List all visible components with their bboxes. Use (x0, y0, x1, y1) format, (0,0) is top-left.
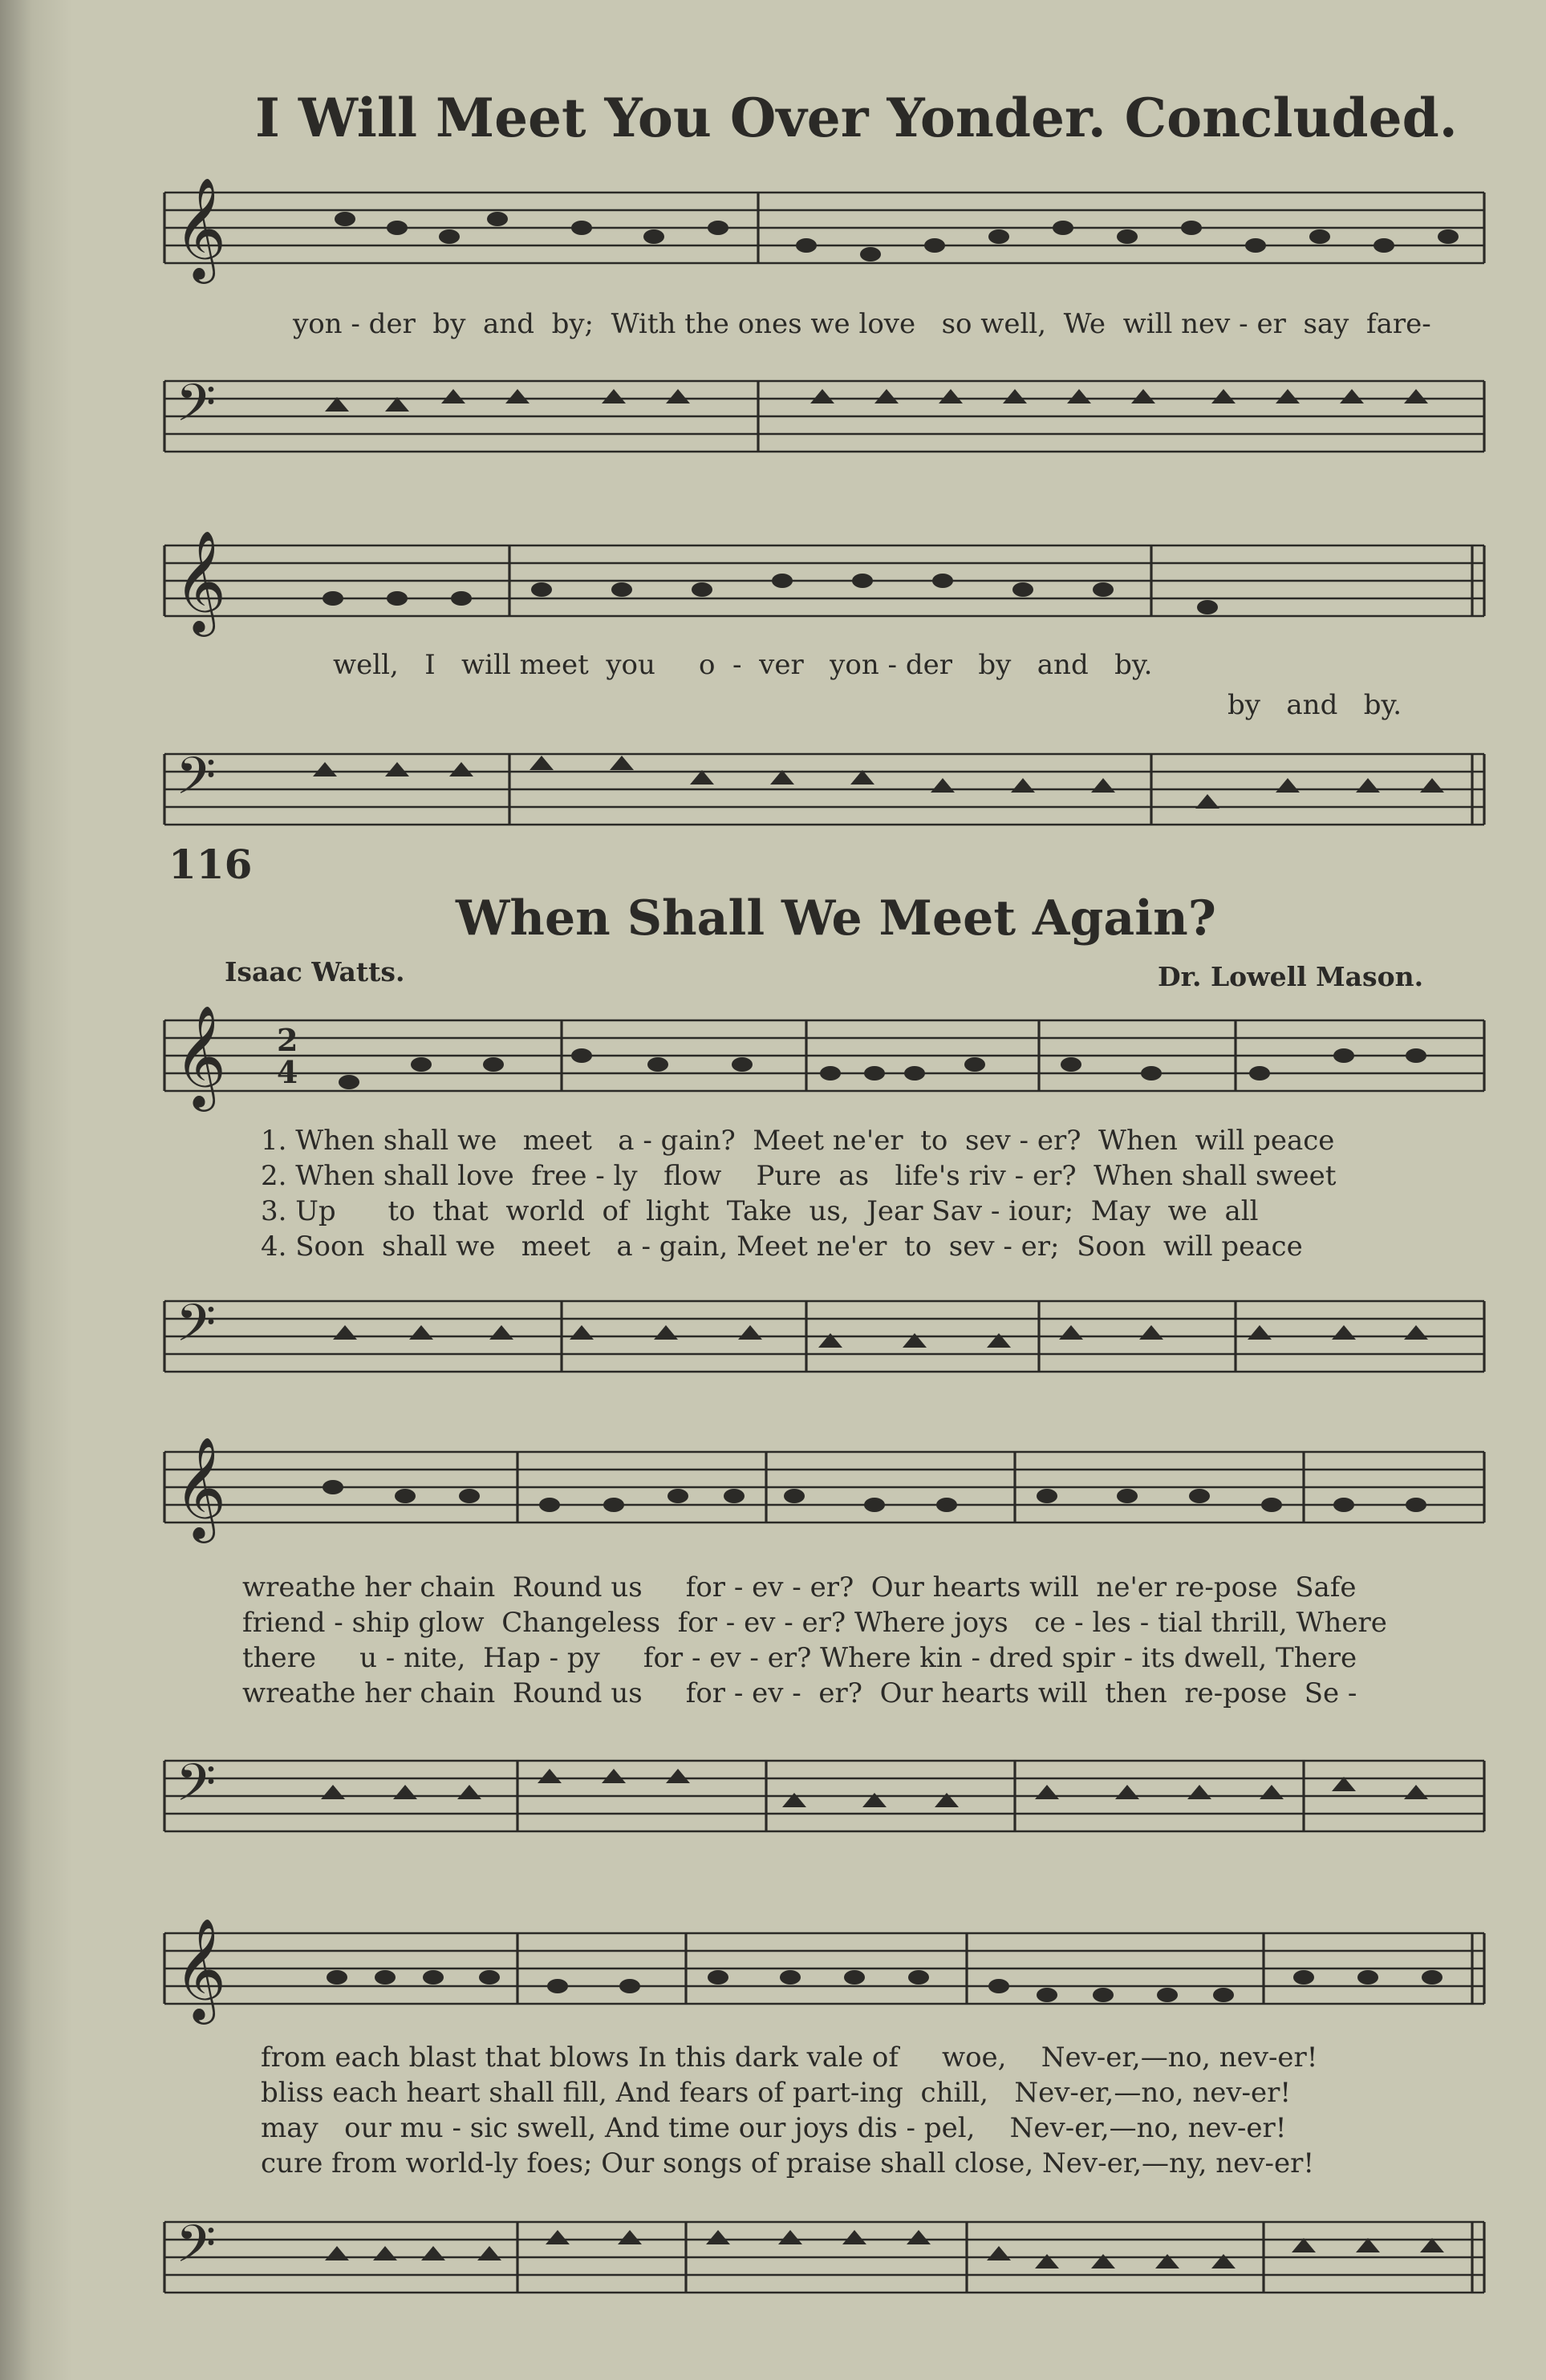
bass-clef-icon: 𝄢 (176, 1754, 217, 1826)
note-heads (321, 1769, 1428, 1807)
note-heads (325, 389, 1428, 412)
note-heads (325, 2230, 1444, 2269)
verse-line: there u - nite, Hap - py for - ev - er? Where kin - dred spir - its dwell, There (242, 1642, 1357, 1674)
treble-clef-icon: 𝄞 (174, 529, 227, 632)
treble-clef-icon: 𝄞 (174, 1917, 227, 2020)
bass-clef-icon: 𝄢 (176, 747, 217, 819)
verse-line: cure from world-ly foes; Our songs of praise shall close, Nev-er,—ny, nev-er! (261, 2147, 1314, 2179)
song1-lyrics-line3: by and by. (1227, 689, 1402, 721)
verse-line: 2. When shall love free - ly flow Pure as life's riv - er? When shall sweet (261, 1160, 1337, 1192)
book-gutter (0, 0, 72, 2380)
song1-system2-treble-staff (164, 529, 1484, 634)
verse-line: 4. Soon shall we meet a - gain, Meet ne'er to sev - er; Soon will peace (261, 1231, 1303, 1263)
verse-line: 1. When shall we meet a - gain? Meet ne'er to sev - er? When will peace (261, 1125, 1335, 1157)
note-heads (323, 1480, 1426, 1512)
song2-system3-treble-staff (164, 1917, 1484, 2021)
song2-words-by: Isaac Watts. (225, 956, 405, 987)
song2-music-by: Dr. Lowell Mason. (1158, 961, 1424, 992)
page-number: 116 (168, 841, 253, 888)
verse-line: may our mu - sic swell, And time our joys dis - pel, Nev-er,—no, nev-er! (261, 2112, 1287, 2144)
verse-line: 3. Up to that world of light Take us, Jear Sav - iour; May we all (261, 1195, 1259, 1227)
verse-line: from each blast that blows In this dark vale of woe, Nev-er,—no, nev-er! (261, 2041, 1318, 2074)
verse-line: bliss each heart shall fill, And fears of part-ing chill, Nev-er,—no, nev-er! (261, 2077, 1292, 2109)
time-signature-top: 2 (277, 1022, 298, 1058)
bass-clef-icon: 𝄢 (176, 1294, 217, 1366)
bass-clef-icon: 𝄢 (176, 2215, 217, 2287)
treble-clef-icon: 𝄞 (174, 1436, 227, 1539)
verse-line: wreathe her chain Round us for - ev - er? Our hearts will ne'er re-pose Safe (242, 1571, 1357, 1604)
treble-clef-icon: 𝄞 (174, 1004, 227, 1107)
note-heads (335, 212, 1459, 262)
verse-line: wreathe her chain Round us for - ev - er? Our hearts will then re-pose Se - (242, 1677, 1357, 1709)
song2-title: When Shall We Meet Again? (456, 890, 1216, 947)
note-heads (323, 574, 1218, 614)
song1-lyrics-line1: yon - der by and by; With the ones we love so well, We will nev - er say fare- (293, 308, 1431, 340)
song1-system1-treble-staff (164, 176, 1484, 281)
song2-system2-treble-staff (164, 1436, 1484, 1540)
song1-system1-bass-staff (164, 373, 1484, 469)
bass-clef-icon: 𝄢 (176, 374, 217, 446)
verse-line: friend - ship glow Changeless for - ev - er? Where joys ce - les - tial thrill, Where (242, 1607, 1387, 1639)
song2-system1-treble-staff (164, 1004, 1484, 1109)
song1-system2-bass-staff (164, 746, 1484, 842)
time-signature-bottom: 4 (277, 1054, 298, 1090)
song2-system1-bass-staff (164, 1293, 1484, 1389)
song2-system2-bass-staff (164, 1753, 1484, 1849)
song1-lyrics-line2: well, I will meet you o - ver yon - der by and by. (333, 649, 1153, 681)
note-heads (313, 756, 1444, 809)
song1-title: I Will Meet You Over Yonder. Concluded. (255, 87, 1458, 149)
note-heads (339, 1048, 1426, 1089)
song2-system3-bass-staff (164, 2214, 1484, 2310)
treble-clef-icon: 𝄞 (174, 176, 227, 279)
staff-lines (164, 193, 1484, 263)
